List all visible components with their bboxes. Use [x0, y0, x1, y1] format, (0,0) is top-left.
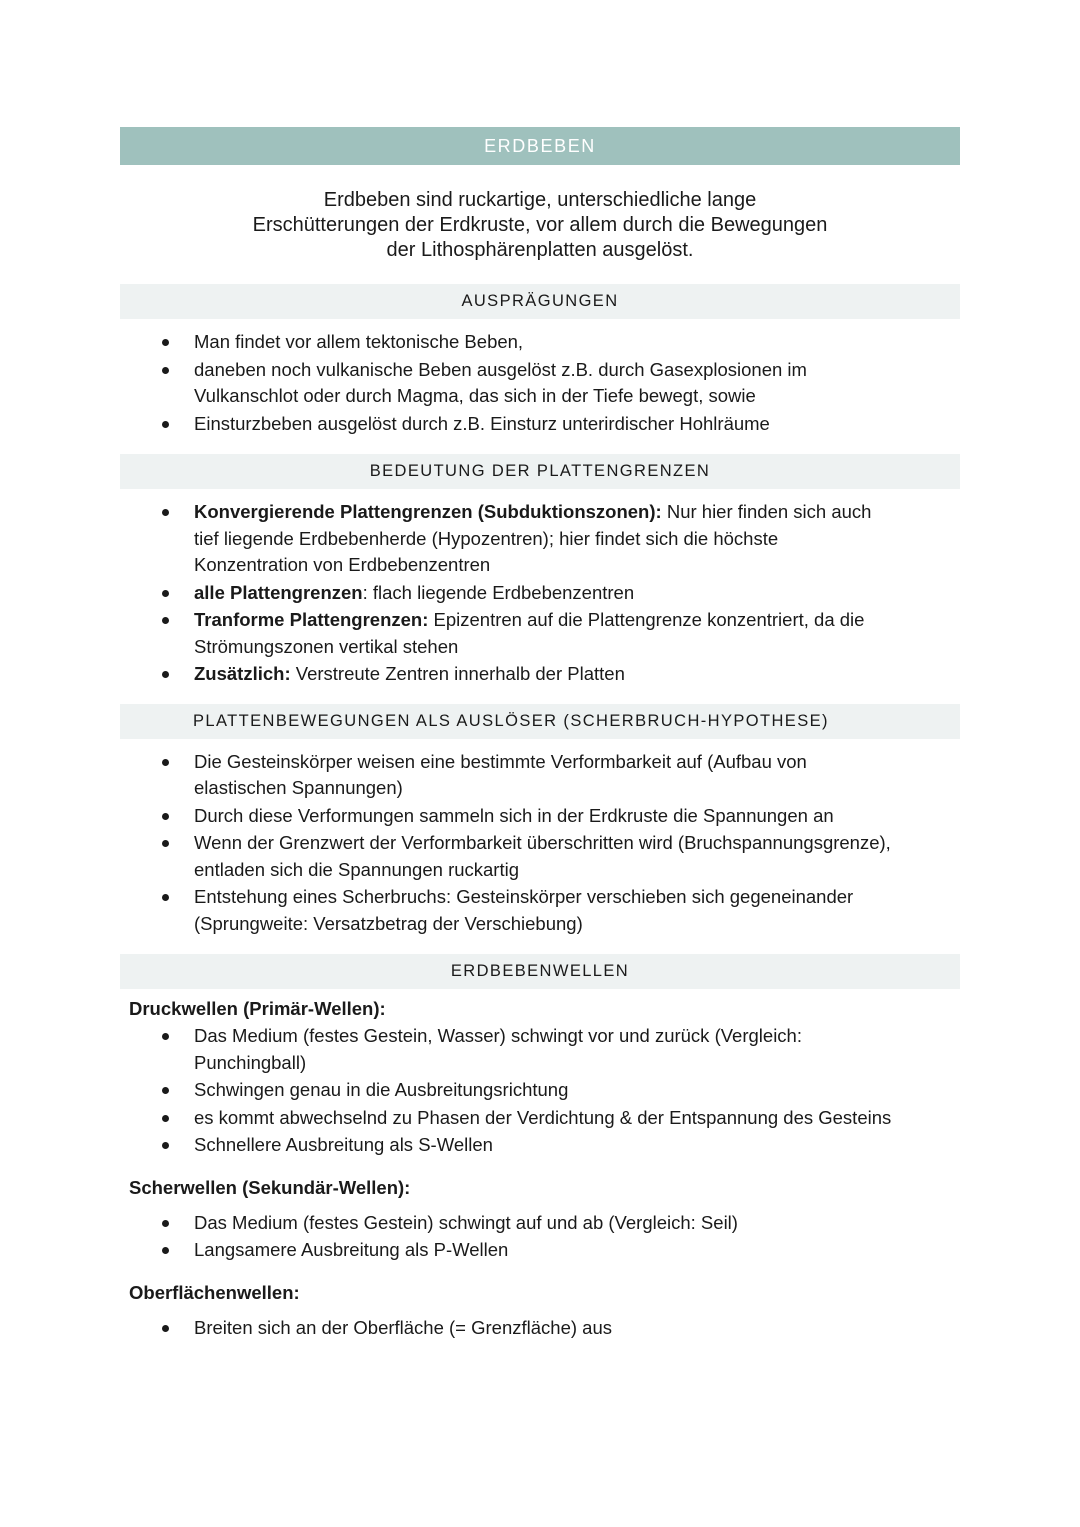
list-item	[120, 499, 960, 579]
list-item	[120, 329, 960, 356]
list-item	[120, 1023, 960, 1076]
list-item	[120, 1315, 960, 1342]
list-item	[120, 1132, 960, 1159]
list-item-text: Epizentren auf die Plattengrenze konzentriert, da die	[428, 609, 865, 630]
list-item-text: Schnellere Ausbreitung als S-Wellen	[194, 1134, 493, 1155]
list-oberflaechenwellen	[120, 1315, 960, 1342]
list-item	[120, 803, 960, 830]
list-item	[120, 411, 960, 438]
bullet-icon	[162, 813, 169, 820]
document-page	[120, 127, 960, 1342]
list-item-text: Breiten sich an der Oberfläche (= Grenzfläche) aus	[194, 1316, 613, 1338]
list-item-text: entladen sich die Spannungen ruckartig	[194, 858, 520, 880]
bullet-icon	[162, 339, 169, 346]
bullet-icon	[162, 590, 169, 597]
section-header-label: AUSPRÄGUNGEN	[461, 292, 619, 310]
list-item-text: : flach liegende Erdbebenzentren	[362, 581, 635, 603]
section-header-plattenbewegungen	[120, 704, 960, 739]
document-title-bar	[120, 127, 960, 165]
list-item-text: daneben noch vulkanische Beben ausgelöst z.B. durch Gasexplosionen im	[194, 358, 807, 380]
bullet-icon	[162, 1325, 169, 1332]
list-item-text: Wenn der Grenzwert der Verformbarkeit überschritten wird (Bruchspannungsgrenze),	[194, 832, 891, 853]
list-item-text: Strömungszonen vertikal stehen	[194, 635, 459, 657]
list-item	[120, 580, 960, 607]
list-item-text: tief liegende Erdbebenherde (Hypozentren); hier findet sich die höchste	[194, 527, 779, 549]
list-item-text: Konzentration von Erdbebenzentren	[194, 554, 491, 575]
list-item	[120, 749, 960, 802]
list-item-text: Das Medium (festes Gestein) schwingt auf und ab (Vergleich: Seil)	[194, 1211, 738, 1233]
subheading-oberflaechenwellen: Oberflächenwellen:	[129, 1281, 300, 1303]
bullet-icon	[162, 759, 169, 766]
list-item-text: Schwingen genau in die Ausbreitungsrichtung	[194, 1079, 569, 1100]
bullet-icon	[162, 421, 169, 428]
section-header-label: BEDEUTUNG DER PLATTENGRENZEN	[369, 462, 711, 480]
bullet-icon	[162, 1247, 169, 1254]
list-auspraegungen	[120, 329, 960, 437]
bullet-icon	[162, 1115, 169, 1122]
bullet-icon	[162, 1220, 169, 1227]
intro-line: Erschütterungen der Erdkruste, vor allem durch die Bewegungen	[252, 214, 828, 236]
list-item-bold: Tranforme Plattengrenzen:	[194, 609, 429, 630]
list-plattengrenzen	[120, 499, 960, 688]
bullet-icon	[162, 840, 169, 847]
list-item	[120, 830, 960, 883]
section-header-plattengrenzen	[120, 454, 960, 489]
list-item	[120, 1210, 960, 1237]
list-scherwellen	[120, 1210, 960, 1264]
list-item-text: Nur hier finden sich auch	[661, 501, 872, 522]
list-item	[120, 607, 960, 660]
list-item-text: (Sprungweite: Versatzbetrag der Verschiebung)	[194, 912, 583, 934]
list-item-bold: Konvergierende Plattengrenzen (Subduktionszonen):	[194, 501, 662, 522]
subheading-scherwellen: Scherwellen (Sekundär-Wellen):	[129, 1176, 411, 1198]
bullet-icon	[162, 509, 169, 516]
bullet-icon	[162, 671, 169, 678]
list-plattenbewegungen	[120, 749, 960, 938]
list-item-text: Durch diese Verformungen sammeln sich in der Erdkruste die Spannungen an	[194, 804, 834, 826]
list-item	[120, 884, 960, 937]
list-item-text: Langsamere Ausbreitung als P-Wellen	[194, 1239, 509, 1260]
list-item-text: Die Gesteinskörper weisen eine bestimmte Verformbarkeit auf (Aufbau von	[194, 750, 807, 772]
list-item-text: Einsturzbeben ausgelöst durch z.B. Einsturz unterirdischer Hohlräume	[194, 412, 770, 434]
bullet-icon	[162, 367, 169, 374]
section-header-erdbebenwellen	[120, 954, 960, 989]
list-item	[120, 1105, 960, 1132]
list-item-text: Vulkanschlot oder durch Magma, das sich in der Tiefe bewegt, sowie	[194, 385, 756, 406]
bullet-icon	[162, 894, 169, 901]
section-header-label: PLATTENBEWEGUNGEN ALS AUSLÖSER (SCHERBRUCH-HYPOTHESE)	[193, 711, 829, 730]
list-item-text: Punchingball)	[194, 1051, 307, 1073]
bullet-icon	[162, 617, 169, 624]
list-item	[120, 661, 960, 688]
list-item	[120, 357, 960, 410]
section-header-auspraegungen	[120, 284, 960, 319]
list-item-text: Man findet vor allem tektonische Beben,	[194, 331, 524, 352]
list-item	[120, 1077, 960, 1104]
list-item-text: es kommt abwechselnd zu Phasen der Verdichtung & der Entspannung des Gesteins	[194, 1106, 892, 1128]
intro-line: der Lithosphärenplatten ausgelöst.	[386, 239, 694, 261]
bullet-icon	[162, 1087, 169, 1094]
document-title: ERDBEBEN	[484, 135, 596, 156]
list-item-bold: Zusätzlich:	[194, 663, 291, 684]
subheading-druckwellen: Druckwellen (Primär-Wellen):	[129, 998, 386, 1019]
list-item-text: Verstreute Zentren innerhalb der Platten	[290, 663, 625, 684]
list-item-text: elastischen Spannungen)	[194, 777, 403, 798]
list-item-text: Das Medium (festes Gestein, Wasser) schwingt vor und zurück (Vergleich:	[194, 1025, 802, 1046]
section-header-label: ERDBEBENWELLEN	[450, 962, 630, 980]
intro-line: Erdbeben sind ruckartige, unterschiedliche lange	[323, 189, 757, 211]
list-item	[120, 1237, 960, 1264]
list-item-bold: alle Plattengrenzen	[194, 581, 363, 603]
list-item-text: Entstehung eines Scherbruchs: Gesteinskörper verschieben sich gegeneinander	[194, 886, 854, 907]
list-druckwellen	[120, 1023, 960, 1159]
bullet-icon	[162, 1033, 169, 1040]
bullet-icon	[162, 1142, 169, 1149]
intro-paragraph	[120, 188, 960, 263]
